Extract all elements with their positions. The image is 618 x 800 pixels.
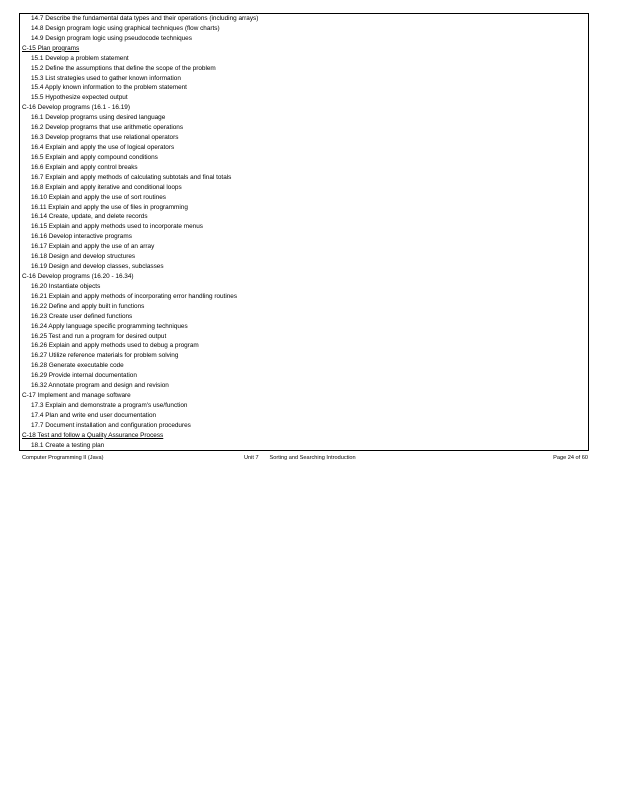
- list-item: 16.21 Explain and apply methods of incorporating error handling routines: [31, 292, 238, 300]
- list-item: 16.24 Apply language specific programming techniques: [31, 322, 188, 330]
- list-item: 16.23 Create user defined functions: [31, 312, 133, 320]
- list-item: 16.8 Explain and apply iterative and conditional loops: [31, 183, 182, 191]
- list-item: 18.1 Create a testing plan: [31, 441, 105, 449]
- list-item: 14.7 Describe the fundamental data types and their operations (including arrays): [31, 15, 259, 22]
- list-item: 17.4 Plan and write end user documentation: [31, 411, 157, 419]
- list-item: 17.7 Document installation and configuration procedures: [31, 421, 191, 429]
- list-item: 14.9 Design program logic using pseudocode techniques: [31, 34, 192, 42]
- list-item: 16.29 Provide internal documentation: [31, 372, 137, 380]
- list-item: 16.3 Develop programs that use relational operators: [31, 134, 179, 142]
- list-item: 16.16 Develop interactive programs: [31, 233, 132, 241]
- list-item: 16.27 Utilize reference materials for problem solving: [31, 352, 179, 360]
- section-heading: C-16 Develop programs (16.20 - 16.34): [22, 272, 134, 280]
- list-item: 15.3 List strategies used to gather known information: [31, 74, 181, 82]
- section-heading: C-17 Implement and manage software: [22, 392, 131, 400]
- list-item: 16.2 Develop programs that use arithmetic operations: [31, 124, 184, 132]
- list-item: 16.20 Instantiate objects: [31, 282, 101, 290]
- list-item: 16.26 Explain and apply methods used to debug a program: [31, 342, 199, 350]
- footer-unit: [244, 453, 356, 463]
- list-item: 16.4 Explain and apply the use of logical operators: [31, 143, 175, 151]
- list-item: 16.1 Develop programs using desired language: [31, 114, 166, 122]
- list-item: 15.2 Define the assumptions that define the scope of the problem: [31, 64, 216, 72]
- list-item: 16.5 Explain and apply compound conditions: [31, 153, 158, 161]
- list-item: 16.18 Design and develop structures: [31, 253, 136, 261]
- list-item: 15.1 Develop a problem statement: [31, 54, 129, 62]
- competency-list: [22, 14, 587, 451]
- list-item: 17.3 Explain and demonstrate a program's use/function: [31, 401, 188, 409]
- list-item: 16.6 Explain and apply control breaks: [31, 163, 138, 171]
- list-item: 16.17 Explain and apply the use of an array: [31, 243, 155, 251]
- list-item: 14.8 Design program logic using graphical techniques (flow charts): [31, 24, 220, 32]
- list-item: 16.32 Annotate program and design and revision: [31, 382, 169, 390]
- section-heading: C-15 Plan programs: [22, 44, 80, 52]
- footer-unit-number: Unit 7: [244, 455, 259, 461]
- list-item: 16.25 Test and run a program for desired output: [31, 332, 167, 340]
- footer-course: Computer Programming II (Java): [22, 455, 104, 461]
- list-item: 16.14 Create, update, and delete records: [31, 213, 148, 221]
- list-item: 16.28 Generate executable code: [31, 362, 124, 370]
- list-item: 15.5 Hypothesize expected output: [31, 94, 128, 102]
- list-item: 16.15 Explain and apply methods used to incorporate menus: [31, 223, 203, 231]
- page-footer: [22, 453, 588, 463]
- footer-unit-title: Sorting and Searching Introduction: [269, 455, 356, 461]
- section-heading: C-18 Test and follow a Quality Assurance Process: [22, 431, 164, 439]
- footer-page-number: Page 24 of 60: [553, 455, 588, 461]
- list-item: 16.10 Explain and apply the use of sort routines: [31, 193, 167, 201]
- list-item: 16.22 Define and apply built in functions: [31, 302, 145, 310]
- list-item: 15.4 Apply known information to the problem statement: [31, 84, 187, 92]
- list-item: 16.11 Explain and apply the use of files in programming: [31, 203, 188, 211]
- list-item: 16.19 Design and develop classes, subclasses: [31, 263, 164, 271]
- list-item: 16.7 Explain and apply methods of calculating subtotals and final totals: [31, 173, 232, 181]
- section-heading: C-16 Develop programs (16.1 - 16.19): [22, 104, 130, 112]
